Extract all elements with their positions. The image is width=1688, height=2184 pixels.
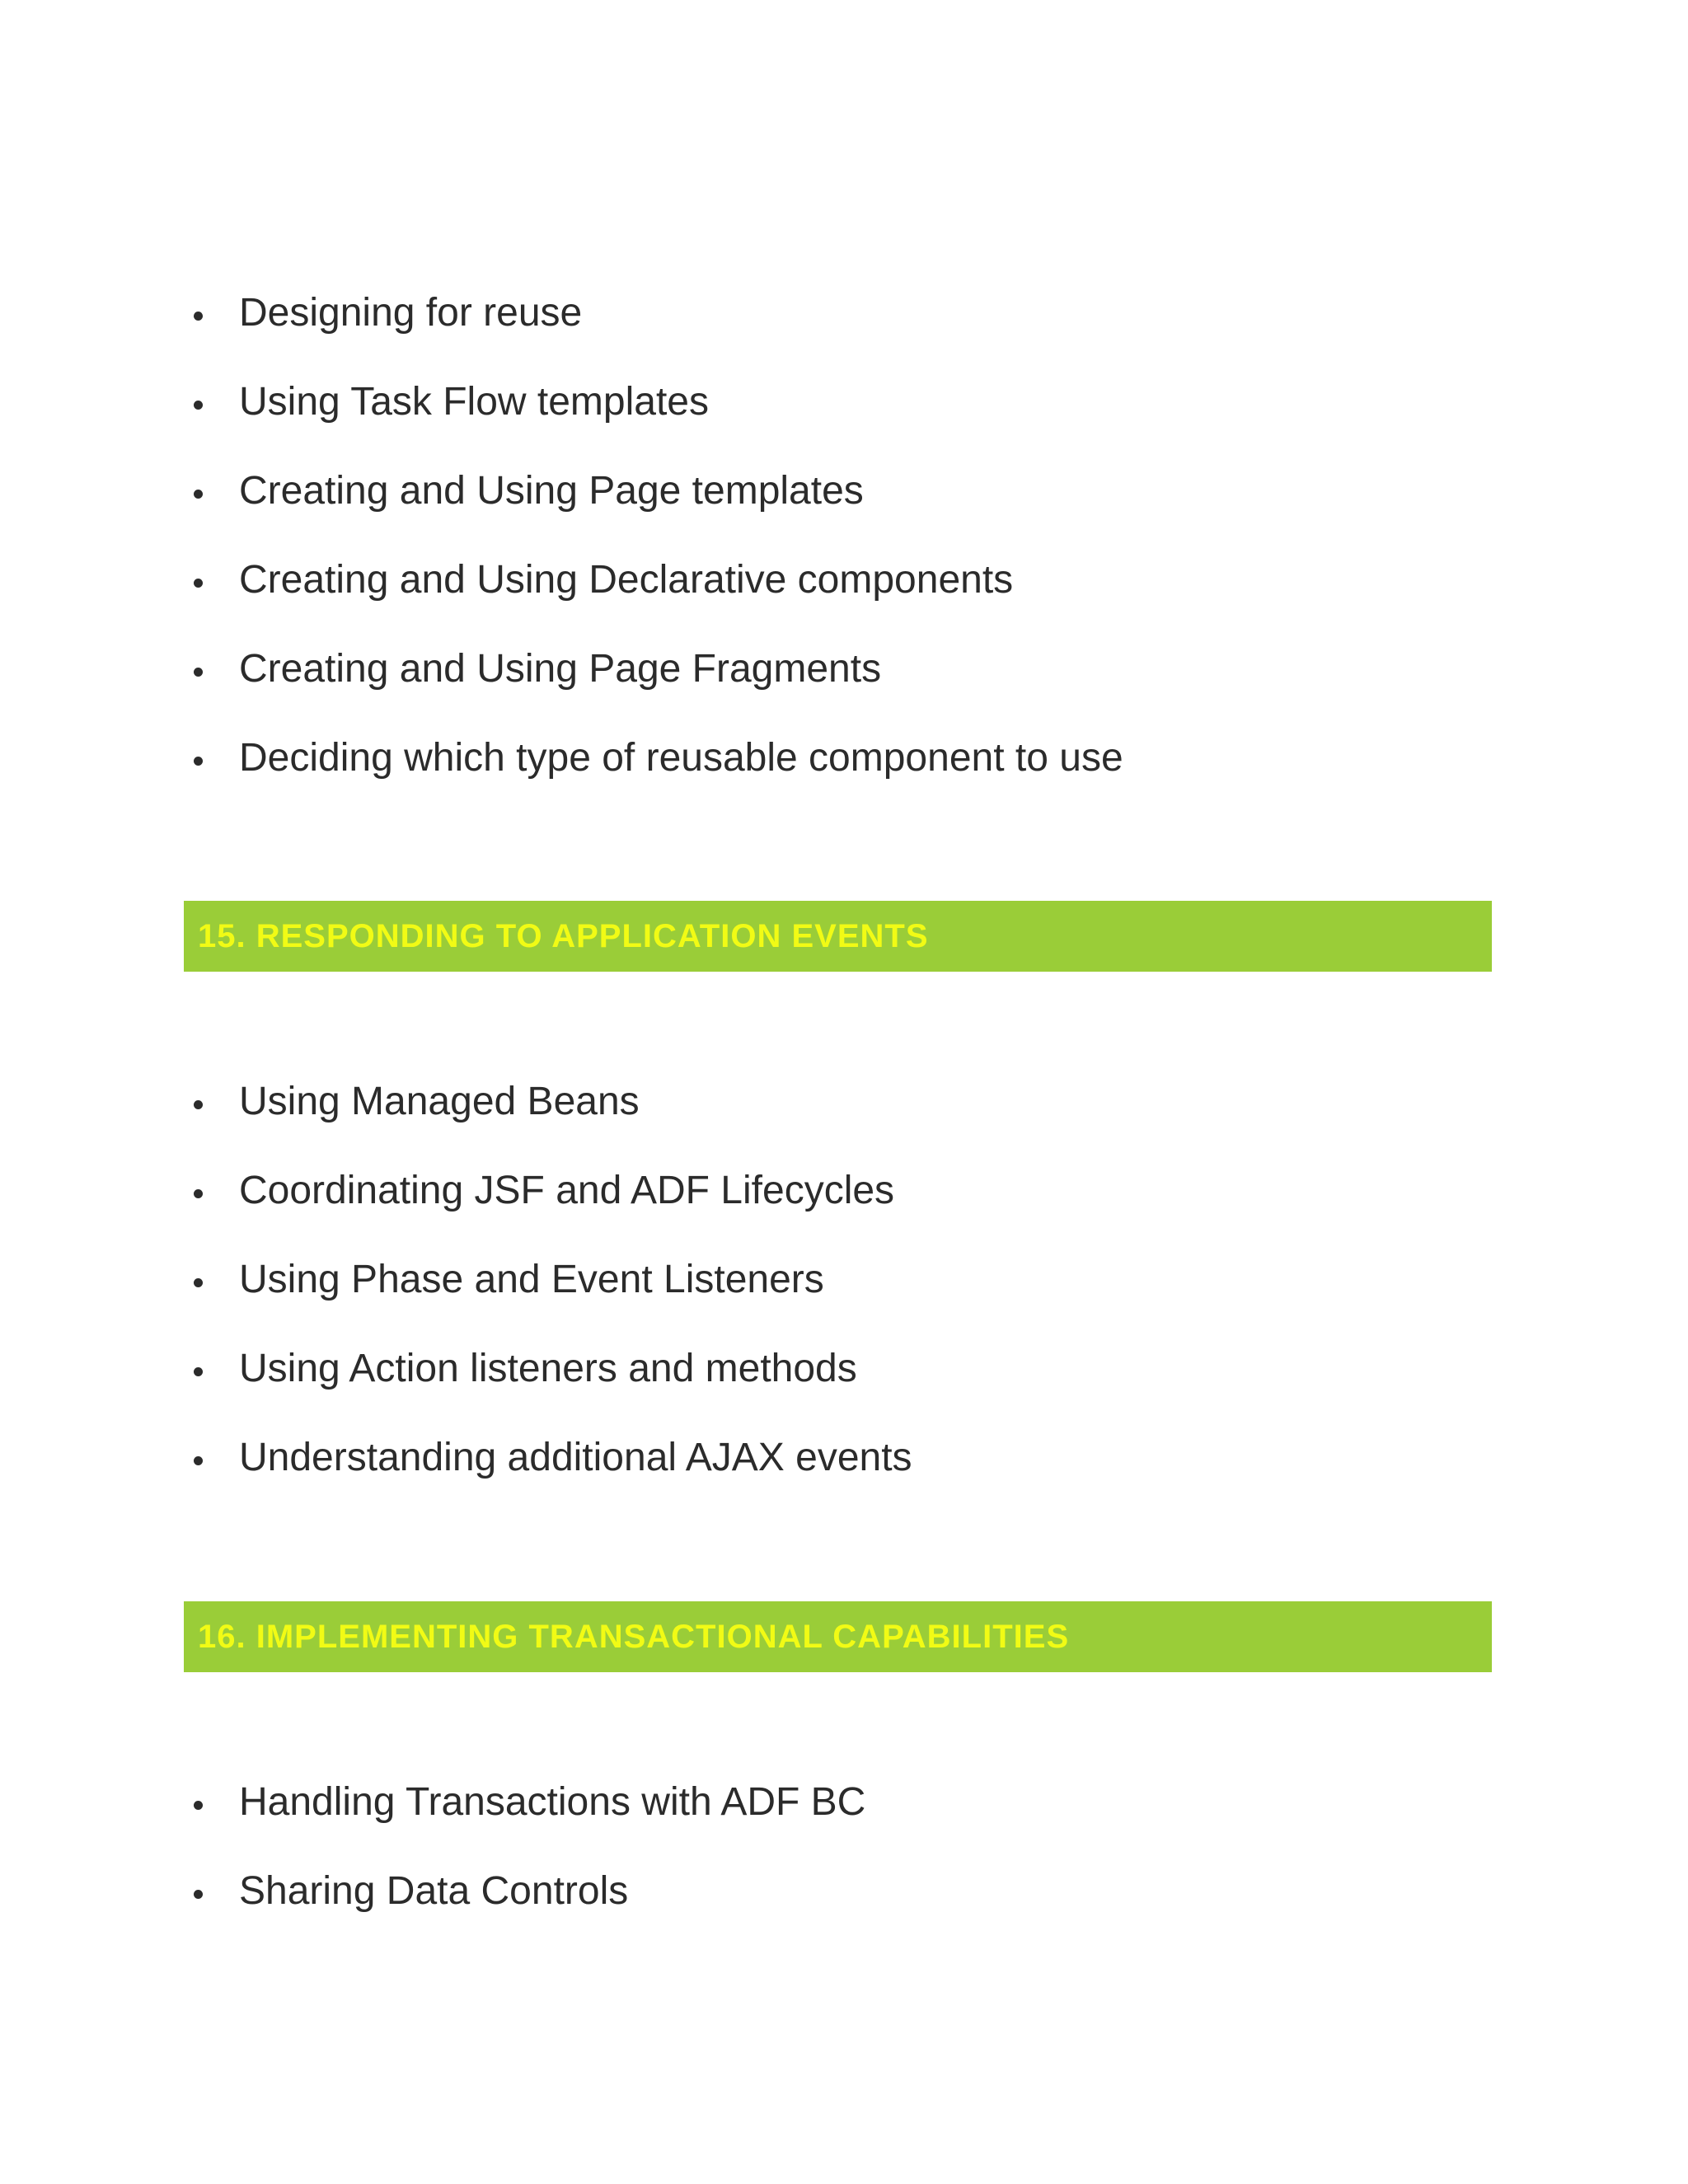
bullet-icon: [194, 1890, 203, 1899]
reuse-topic-list: [0, 269, 1688, 803]
bullet-icon: [194, 490, 203, 499]
list-item: [0, 536, 1688, 625]
list-item-text: Deciding which type of reusable component to use: [239, 736, 1123, 780]
list-item-text: Using Task Flow templates: [239, 380, 709, 424]
list-item: [0, 1324, 1688, 1413]
bullet-icon: [194, 312, 203, 321]
list-item-text: Designing for reuse: [239, 291, 583, 335]
bullet-icon: [194, 401, 203, 410]
bullet-icon: [194, 1801, 203, 1810]
list-item-text: Using Phase and Event Listeners: [239, 1258, 824, 1301]
list-item: [0, 1758, 1688, 1847]
events-topic-list: [0, 1057, 1688, 1502]
bullet-icon: [194, 1456, 203, 1465]
bullet-icon: [194, 1189, 203, 1198]
section-title-15: 15. RESPONDING TO APPLICATION EVENTS: [198, 918, 929, 954]
list-item-text: Creating and Using Declarative components: [239, 558, 1014, 602]
list-item: [0, 714, 1688, 803]
bullet-icon: [194, 1367, 203, 1376]
list-item-text: Using Action listeners and methods: [239, 1347, 857, 1390]
bullet-icon: [194, 1100, 203, 1109]
bullet-icon: [194, 757, 203, 766]
list-item: [0, 358, 1688, 447]
section-header-16: [184, 1601, 1492, 1672]
list-item-text: Sharing Data Controls: [239, 1869, 629, 1913]
transactions-topic-list: [0, 1758, 1688, 1936]
list-item: [0, 1847, 1688, 1936]
list-item-text: Understanding additional AJAX events: [239, 1436, 912, 1479]
list-item: [0, 1235, 1688, 1324]
list-item-text: Using Managed Beans: [239, 1080, 640, 1123]
list-item-text: Creating and Using Page Fragments: [239, 647, 882, 691]
section-title-16: 16. IMPLEMENTING TRANSACTIONAL CAPABILITIES: [198, 1619, 1070, 1655]
section-header-15: [184, 901, 1492, 972]
list-item-text: Creating and Using Page templates: [239, 469, 864, 513]
list-item: [0, 269, 1688, 358]
list-item: [0, 1057, 1688, 1146]
list-item: [0, 447, 1688, 536]
list-item: [0, 625, 1688, 714]
list-item: [0, 1413, 1688, 1502]
list-item-text: Handling Transactions with ADF BC: [239, 1780, 866, 1824]
bullet-icon: [194, 668, 203, 677]
list-item-text: Coordinating JSF and ADF Lifecycles: [239, 1169, 895, 1212]
bullet-icon: [194, 1278, 203, 1287]
bullet-icon: [194, 579, 203, 588]
list-item: [0, 1146, 1688, 1235]
